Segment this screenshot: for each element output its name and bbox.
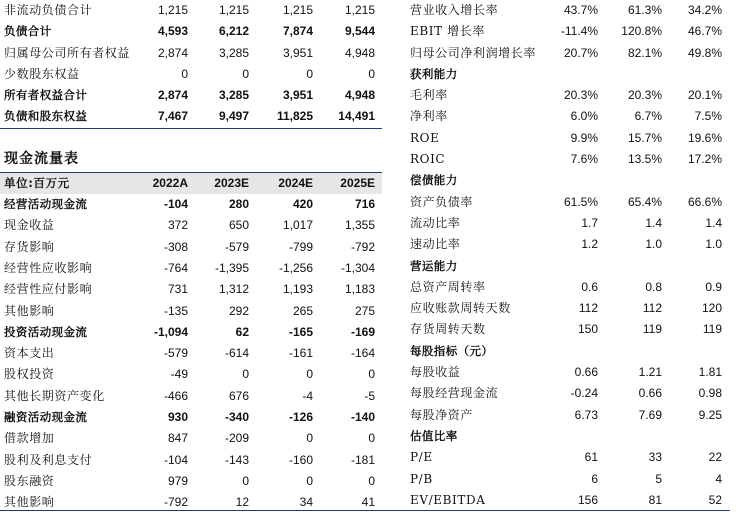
cell-value: 112 <box>642 301 662 316</box>
row-label: 每股收益 <box>410 365 461 380</box>
row-label: P/B <box>410 471 433 486</box>
row-label: 流动比率 <box>410 215 461 230</box>
table-row <box>0 106 382 128</box>
cell-value: 119 <box>642 322 662 337</box>
cell-value: 82.1% <box>627 45 662 60</box>
table-row <box>0 43 382 64</box>
cell-value: -140 <box>350 410 375 425</box>
cell-value: 0 <box>242 473 249 488</box>
cell-value: -160 <box>288 452 313 467</box>
table-row <box>0 215 382 236</box>
cell-value: -164 <box>350 346 375 361</box>
bottom-rule <box>0 510 730 511</box>
cell-value: 6.7% <box>634 109 662 124</box>
row-label: 资产负债率 <box>410 194 474 209</box>
table-row <box>406 341 730 362</box>
row-label: 负债合计 <box>4 24 52 39</box>
table-row <box>406 106 730 127</box>
table-row <box>0 85 382 106</box>
cell-value: 1.21 <box>638 365 662 380</box>
cell-value: 847 <box>167 431 188 446</box>
cell-value: -209 <box>224 431 249 446</box>
cell-value: 420 <box>292 197 313 212</box>
table-row <box>406 447 730 468</box>
row-label: 应收账款周转天数 <box>410 301 511 316</box>
cell-value: 17.2% <box>687 152 722 167</box>
year-header: 2025E <box>340 175 375 190</box>
table-row <box>406 362 730 383</box>
table-row <box>0 386 382 407</box>
cell-value: 0 <box>368 66 375 81</box>
table-row <box>0 301 382 322</box>
table-row <box>406 469 730 490</box>
row-label: 其他影响 <box>4 495 55 510</box>
table-row <box>406 170 730 191</box>
ratio-table <box>406 0 730 511</box>
cell-value: 34.2% <box>687 3 722 17</box>
table-row <box>0 0 382 21</box>
cell-value: 33 <box>648 450 662 465</box>
cell-value: 12 <box>235 495 249 510</box>
row-label: 非流动负债合计 <box>4 3 93 17</box>
table-row <box>406 149 730 170</box>
row-label: 获利能力 <box>410 66 458 81</box>
table-row <box>406 405 730 426</box>
table-row <box>0 407 382 428</box>
cell-value: 11,825 <box>276 109 313 124</box>
cell-value: 1,215 <box>218 3 249 17</box>
cell-value: -466 <box>163 388 188 403</box>
row-label: 资本支出 <box>4 346 55 361</box>
row-label: 所有者权益合计 <box>4 88 88 103</box>
cell-value: 1.4 <box>705 215 722 230</box>
cell-value: 6 <box>591 471 598 486</box>
row-label: 每股指标（元） <box>410 343 494 358</box>
cell-value: 43.7% <box>563 3 598 17</box>
cell-value: 0.98 <box>698 386 722 401</box>
table-row <box>0 258 382 279</box>
cell-value: 1,355 <box>344 218 375 233</box>
balance-sheet-tail <box>0 0 382 129</box>
cell-value: 2,874 <box>157 88 188 103</box>
cell-value: 0 <box>368 473 375 488</box>
cell-value: 20.7% <box>563 45 598 60</box>
table-row <box>406 256 730 277</box>
table-row <box>0 364 382 385</box>
cell-value: -614 <box>224 346 249 361</box>
cell-value: 0 <box>368 367 375 382</box>
cell-value: 65.4% <box>627 194 662 209</box>
table-row <box>0 450 382 471</box>
cell-value: 9,544 <box>344 24 375 39</box>
table-row <box>0 21 382 42</box>
cell-value: 280 <box>228 197 249 212</box>
cell-value: 61.5% <box>563 194 598 209</box>
cell-value: -181 <box>350 452 375 467</box>
cell-value: 4,948 <box>344 88 375 103</box>
cell-value: 1,215 <box>157 3 188 17</box>
cell-value: 112 <box>578 301 598 316</box>
cell-value: -49 <box>170 367 188 382</box>
row-label: 经营性应收影响 <box>4 260 93 275</box>
table-row <box>406 277 730 298</box>
cell-value: -11.4% <box>560 24 598 39</box>
row-label: 营运能力 <box>410 258 458 273</box>
cell-value: -799 <box>288 239 313 254</box>
cell-value: 676 <box>228 388 249 403</box>
row-label: 每股经营现金流 <box>410 386 499 401</box>
cell-value: 731 <box>167 282 188 297</box>
table-row <box>406 426 730 447</box>
cell-value: 1,215 <box>344 3 375 17</box>
cell-value: 979 <box>167 473 188 488</box>
row-label: 借款增加 <box>4 431 55 446</box>
row-label: 其他长期资产变化 <box>4 388 105 403</box>
row-label: 投资活动现金流 <box>4 324 88 339</box>
cell-value: -0.24 <box>570 386 598 401</box>
cell-value: 15.7% <box>627 130 662 145</box>
cell-value: 20.3% <box>563 88 598 103</box>
row-label: 估值比率 <box>410 428 458 443</box>
table-row <box>0 428 382 449</box>
cell-value: 7.69 <box>638 407 662 422</box>
row-label: ROE <box>410 130 440 145</box>
cell-value: -579 <box>163 346 188 361</box>
row-label: 总资产周转率 <box>410 279 486 294</box>
row-label: 毛利率 <box>410 88 448 103</box>
cell-value: 6.0% <box>570 109 598 124</box>
table-row <box>406 192 730 213</box>
cashflow-table <box>0 194 382 513</box>
cell-value: 120.8% <box>621 24 662 39</box>
cell-value: 1.7 <box>581 215 598 230</box>
cell-value: 9.25 <box>698 407 722 422</box>
cell-value: -1,304 <box>340 260 375 275</box>
row-label: EV/EBITDA <box>410 492 486 507</box>
table-row <box>406 298 730 319</box>
cell-value: 7,467 <box>157 109 188 124</box>
cell-value: 7.6% <box>570 152 598 167</box>
table-row <box>0 343 382 364</box>
cell-value: 3,951 <box>282 88 313 103</box>
table-row <box>406 319 730 340</box>
unit-label: 单位:百万元 <box>4 175 70 190</box>
cell-value: -135 <box>163 303 188 318</box>
cell-value: 1,193 <box>282 282 313 297</box>
cell-value: 14,491 <box>338 109 375 124</box>
row-label: 经营活动现金流 <box>4 197 88 212</box>
cell-value: 13.5% <box>627 152 662 167</box>
cell-value: 1,017 <box>282 218 313 233</box>
cell-value: -4 <box>302 388 313 403</box>
row-label: 少数股东权益 <box>4 66 80 81</box>
cell-value: 20.3% <box>627 88 662 103</box>
cell-value: 0 <box>368 431 375 446</box>
row-label: 归属母公司所有者权益 <box>4 45 131 60</box>
cell-value: 1.0 <box>705 237 722 252</box>
table-row <box>406 234 730 255</box>
cell-value: 1,312 <box>218 282 249 297</box>
cell-value: 61.3% <box>627 3 662 17</box>
table-row <box>0 64 382 85</box>
cell-value: 0.9 <box>705 279 722 294</box>
cell-value: 62 <box>235 324 249 339</box>
cashflow-section-title <box>0 129 382 173</box>
cell-value: 930 <box>167 410 188 425</box>
row-label: P/E <box>410 450 433 465</box>
cell-value: 7,874 <box>282 24 313 39</box>
cell-value: 2,874 <box>157 45 188 60</box>
cell-value: 716 <box>354 197 375 212</box>
cell-value: 0 <box>306 66 313 81</box>
row-label: 股东融资 <box>4 473 55 488</box>
row-label: 每股净资产 <box>410 407 474 422</box>
cell-value: 49.8% <box>687 45 722 60</box>
cell-value: 0 <box>306 473 313 488</box>
table-row <box>406 213 730 234</box>
table-row <box>406 85 730 106</box>
cell-value: 34 <box>299 495 313 510</box>
row-label: 营业收入增长率 <box>410 3 499 17</box>
row-label: 归母公司净利润增长率 <box>410 45 537 60</box>
cell-value: 0 <box>306 431 313 446</box>
row-label: 速动比率 <box>410 237 461 252</box>
cell-value: 3,285 <box>218 45 249 60</box>
row-label: 存货影响 <box>4 239 55 254</box>
cell-value: 0.66 <box>638 386 662 401</box>
cell-value: -165 <box>288 324 313 339</box>
cell-value: 292 <box>228 303 249 318</box>
cell-value: 7.5% <box>694 109 722 124</box>
year-header: 2022A <box>152 175 188 190</box>
cell-value: -792 <box>163 495 188 510</box>
cell-value: 1,183 <box>344 282 375 297</box>
cell-value: 22 <box>708 450 722 465</box>
cell-value: 0 <box>242 66 249 81</box>
cell-value: 372 <box>167 218 188 233</box>
cell-value: 9.9% <box>570 130 598 145</box>
cell-value: 4,593 <box>157 24 188 39</box>
cell-value: -143 <box>224 452 249 467</box>
row-label: 存货周转天数 <box>410 322 486 337</box>
table-row <box>406 64 730 85</box>
cell-value: -126 <box>288 410 313 425</box>
cell-value: 20.1% <box>687 88 722 103</box>
cell-value: 41 <box>361 495 375 510</box>
cell-value: 5 <box>655 471 662 486</box>
row-label: 股权投资 <box>4 367 55 382</box>
cashflow-header-row <box>0 173 382 194</box>
row-label: ROIC <box>410 152 446 167</box>
cell-value: -1,395 <box>214 260 249 275</box>
cell-value: 119 <box>702 322 722 337</box>
row-label: 负债和股东权益 <box>4 109 88 124</box>
cell-value: 650 <box>228 218 249 233</box>
cell-value: 6.73 <box>574 407 598 422</box>
cell-value: -104 <box>163 452 188 467</box>
row-label: 其他影响 <box>4 303 55 318</box>
cell-value: -1,256 <box>278 260 313 275</box>
cell-value: 46.7% <box>687 24 722 39</box>
cell-value: 265 <box>292 303 313 318</box>
cell-value: 4 <box>715 471 722 486</box>
cell-value: 1.81 <box>698 365 722 380</box>
cell-value: -161 <box>288 346 313 361</box>
row-label: 融资活动现金流 <box>4 410 88 425</box>
table-row <box>0 194 382 215</box>
cell-value: 0.8 <box>645 279 662 294</box>
cell-value: 9,497 <box>218 109 249 124</box>
cell-value: 150 <box>577 322 598 337</box>
table-row <box>406 0 730 21</box>
cell-value: -340 <box>224 410 249 425</box>
cell-value: 0.66 <box>574 365 598 380</box>
table-row <box>406 21 730 42</box>
cell-value: 1.4 <box>645 215 662 230</box>
cell-value: -308 <box>163 239 188 254</box>
cell-value: 1.2 <box>581 237 598 252</box>
cell-value: 19.6% <box>687 130 722 145</box>
cell-value: 66.6% <box>687 194 722 209</box>
table-row <box>406 383 730 404</box>
table-row <box>406 43 730 64</box>
cell-value: 3,951 <box>282 45 313 60</box>
cell-value: -764 <box>163 260 188 275</box>
cell-value: 275 <box>354 303 375 318</box>
cell-value: -579 <box>224 239 249 254</box>
table-row <box>406 490 730 511</box>
table-row <box>0 279 382 300</box>
cell-value: 0 <box>306 367 313 382</box>
cell-value: -5 <box>364 388 375 403</box>
cell-value: 0.6 <box>581 279 598 294</box>
cell-value: 81 <box>648 492 662 507</box>
cell-value: -792 <box>350 239 375 254</box>
row-label: 经营性应付影响 <box>4 282 93 297</box>
cell-value: 1,215 <box>282 3 313 17</box>
cashflow-title: 现金流量表 <box>4 150 79 167</box>
cell-value: 1.0 <box>645 237 662 252</box>
cell-value: 61 <box>584 450 598 465</box>
row-label: 现金收益 <box>4 218 55 233</box>
table-row <box>0 471 382 492</box>
cell-value: 120 <box>701 301 722 316</box>
table-row <box>406 128 730 149</box>
row-label: 净利率 <box>410 109 448 124</box>
cell-value: 6,212 <box>218 24 249 39</box>
cell-value: -169 <box>350 324 375 339</box>
cell-value: 156 <box>577 492 598 507</box>
row-label: 偿债能力 <box>410 173 458 188</box>
table-row <box>0 237 382 258</box>
cell-value: 0 <box>181 66 188 81</box>
row-label: 股利及利息支付 <box>4 452 93 467</box>
right-panel <box>406 0 730 511</box>
cell-value: 0 <box>242 367 249 382</box>
cell-value: -1,094 <box>153 324 188 339</box>
cell-value: 4,948 <box>344 45 375 60</box>
cell-value: 3,285 <box>218 88 249 103</box>
table-row <box>0 322 382 343</box>
row-label: EBIT 增长率 <box>410 24 485 39</box>
cell-value: -104 <box>163 197 188 212</box>
cell-value: 52 <box>708 492 722 507</box>
year-header: 2023E <box>214 175 249 190</box>
year-header: 2024E <box>278 175 313 190</box>
